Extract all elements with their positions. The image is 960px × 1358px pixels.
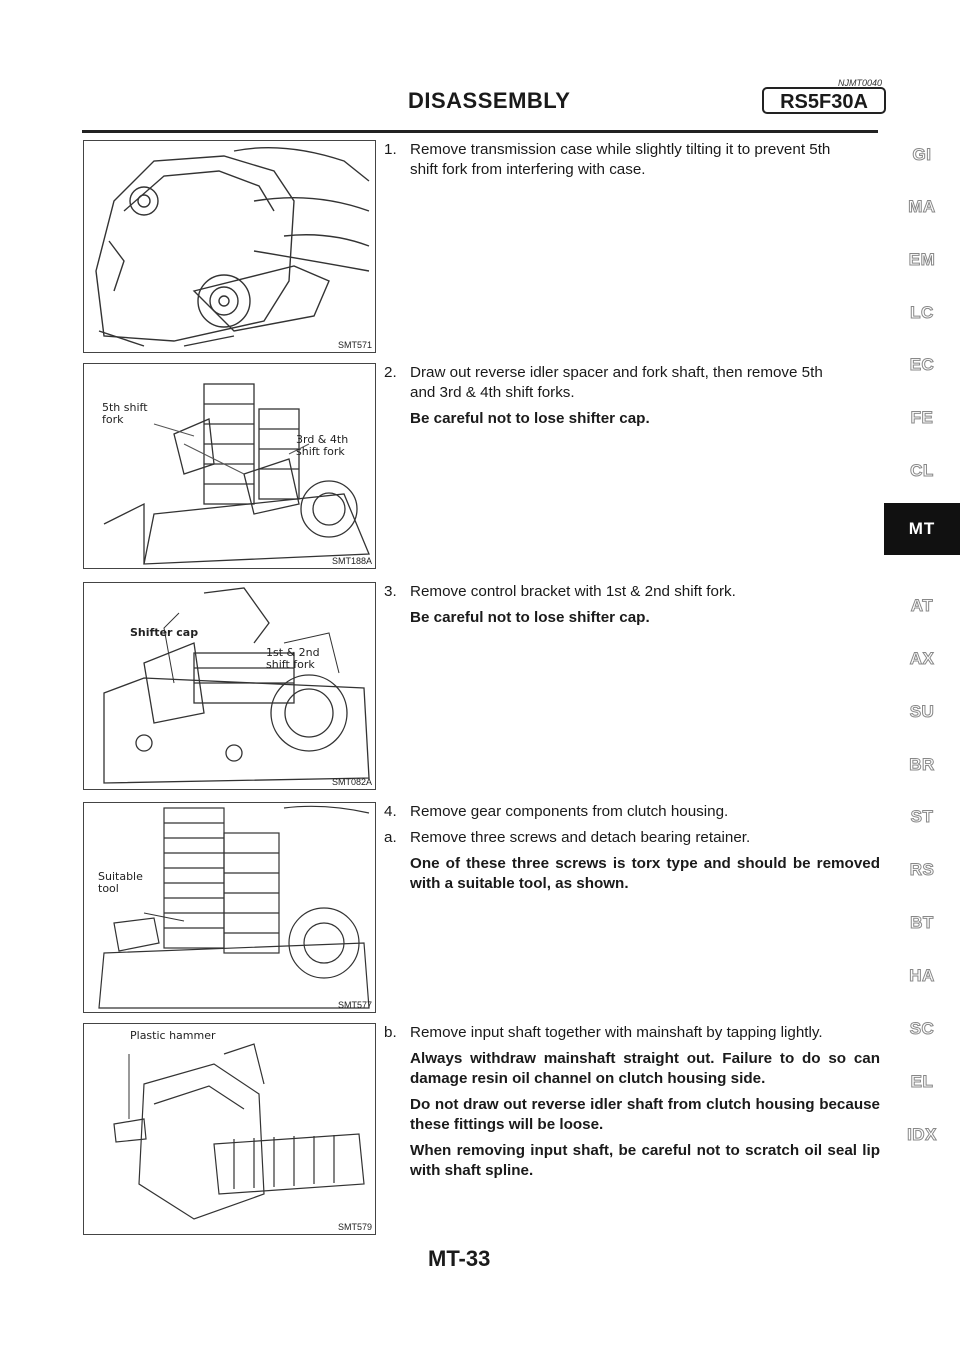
callout-shifter-cap: Shifter cap	[130, 626, 199, 639]
tab-ax[interactable]: AX	[909, 649, 935, 668]
callout-3rd-4th-shift-fork: 3rd & 4th shift fork	[296, 433, 349, 458]
tab-su[interactable]: SU	[909, 702, 935, 721]
step-4b	[384, 1023, 880, 1181]
tab-lc[interactable]: LC	[910, 303, 934, 322]
step-number: 1.	[384, 141, 397, 158]
step-text: Remove transmission case while slightly tilting it to prevent 5th	[410, 141, 831, 158]
tab-idx[interactable]: IDX	[907, 1125, 937, 1144]
step-caution: One of these three screws is torx type and should be removed with a suitable tool, as shown.	[410, 855, 880, 892]
step-caution: Always withdraw mainshaft straight out. Failure to do so can damage resin oil channel on clutch housing side.	[410, 1050, 880, 1087]
figure-code: SMT577	[337, 1000, 372, 1010]
step-caution: When removing input shaft, be careful not to scratch oil seal lip with shaft spline.	[410, 1142, 880, 1179]
step-text-continued: and 3rd & 4th shift forks.	[410, 384, 575, 401]
figure-smt188a	[83, 363, 376, 569]
model-badge: RS5F30A	[762, 87, 886, 114]
step-number: b.	[384, 1024, 397, 1041]
tab-ma[interactable]: MA	[908, 197, 936, 216]
figure-code: SMT571	[337, 340, 372, 350]
step-caution: Do not draw out reverse idler shaft from clutch housing because these fittings will be loose.	[410, 1096, 880, 1133]
tab-cl[interactable]: CL	[910, 461, 934, 480]
tab-sc[interactable]: SC	[909, 1019, 935, 1038]
tab-st[interactable]: ST	[910, 807, 934, 826]
step-3	[384, 582, 880, 628]
tab-fe[interactable]: FE	[910, 408, 934, 427]
step-1	[384, 140, 880, 180]
header-rule	[82, 130, 878, 133]
callout-plastic-hammer: Plastic hammer	[130, 1029, 216, 1042]
tab-el[interactable]: EL	[910, 1072, 934, 1091]
step-4	[384, 802, 880, 894]
control-bracket-illustration	[84, 583, 376, 790]
substep-text: Remove three screws and detach bearing retainer.	[410, 829, 751, 846]
section-code: NJMT0040	[838, 78, 883, 88]
figure-code: SMT082A	[331, 777, 372, 787]
tab-mt-active[interactable]: MT	[884, 503, 960, 555]
step-text: Remove control bracket with 1st & 2nd shift fork.	[410, 583, 736, 600]
tab-rs[interactable]: RS	[909, 860, 935, 879]
transmission-case-illustration	[84, 141, 376, 353]
callout-1st-2nd-shift-fork: 1st & 2nd shift fork	[266, 646, 320, 671]
gear-components-illustration	[84, 803, 376, 1013]
step-text: Draw out reverse idler spacer and fork shaft, then remove 5th	[410, 364, 823, 381]
tab-at[interactable]: AT	[910, 596, 934, 615]
figure-smt577	[83, 802, 376, 1013]
tab-gi[interactable]: GI	[912, 145, 932, 164]
step-text: Remove gear components from clutch housing.	[410, 803, 729, 820]
tab-ec[interactable]: EC	[909, 355, 935, 374]
step-caution: Be careful not to lose shifter cap.	[410, 410, 650, 427]
tab-br[interactable]: BR	[909, 755, 935, 774]
step-caution: Be careful not to lose shifter cap.	[410, 609, 650, 626]
page-number: MT-33	[428, 1246, 491, 1271]
tab-em[interactable]: EM	[908, 250, 936, 269]
step-number: 2.	[384, 364, 397, 381]
callout-suitable-tool: Suitable tool	[98, 870, 143, 895]
shift-forks-illustration	[84, 364, 376, 569]
substep-number: a.	[384, 829, 397, 846]
figure-smt082a	[83, 582, 376, 790]
callout-5th-shift-fork: 5th shift fork	[102, 401, 148, 426]
step-text-continued: shift fork from interfering with case.	[410, 161, 646, 178]
step-number: 4.	[384, 803, 397, 820]
figure-code: SMT579	[337, 1222, 372, 1232]
step-number: 3.	[384, 583, 397, 600]
figure-code: SMT188A	[331, 556, 372, 566]
step-text: Remove input shaft together with mainshaft by tapping lightly.	[410, 1024, 823, 1041]
figure-smt579	[83, 1023, 376, 1235]
tab-ha[interactable]: HA	[909, 966, 935, 985]
input-shaft-removal-illustration	[84, 1024, 376, 1235]
page-title: DISASSEMBLY	[408, 88, 571, 113]
step-2	[384, 363, 880, 429]
figure-smt571	[83, 140, 376, 353]
tab-bt[interactable]: BT	[910, 913, 934, 932]
